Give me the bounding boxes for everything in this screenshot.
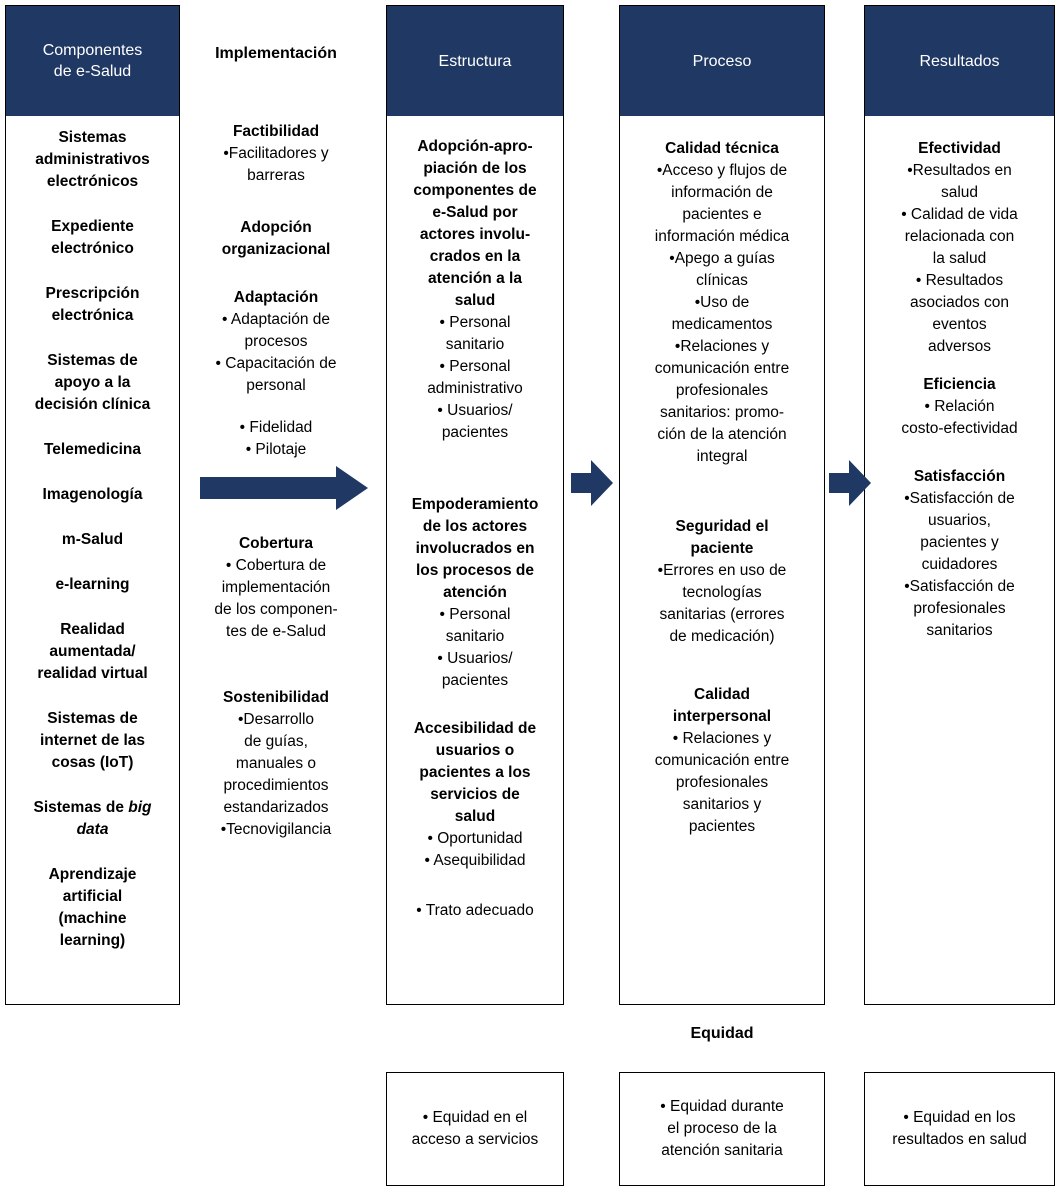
section-efectividad-heading: Efectividad [918, 140, 1001, 157]
section-eficiencia [871, 374, 1048, 440]
section-accesibilidad [393, 718, 557, 872]
right-arrow-icon [571, 460, 613, 506]
bullet-item: • Resultados asociados con eventos adversos [909, 272, 1010, 355]
bullet-item: • Personal sanitario [439, 314, 511, 353]
bullet-item: •Acceso y flujos de información de pacientes e información médica [654, 162, 790, 245]
column-componentes [5, 5, 180, 1005]
bullet-item: •Facilitadores y barreras [223, 145, 329, 184]
component-item-big-data-italic: big data [76, 799, 152, 838]
equity-box-resultados: • Equidad en los resultados en salud [864, 1072, 1055, 1186]
bullet-item: • Trato adecuado [416, 902, 534, 919]
column-estructura-title: Estructura [438, 52, 512, 70]
right-arrow-icon [200, 466, 368, 510]
component-item-sistemas-administrativos: Sistemas administrativos electrónicos [35, 129, 150, 190]
section-adopcion-apropiacion-heading: Adopción-apro- piación de los componentes de e-Salud por actores involu- crados en la atención a la salud [413, 138, 537, 309]
column-resultados [864, 5, 1055, 1005]
column-proceso-title: Proceso [692, 52, 752, 70]
section-calidad-interpersonal [626, 684, 818, 838]
section-calidad-tecnica-heading: Calidad técnica [665, 140, 779, 157]
column-estructura [386, 5, 564, 1005]
bullet-item: • Capacitación de personal [215, 355, 337, 394]
column-estructura-header [387, 6, 563, 116]
bullet-item: •Satisfacción de usuarios, pacientes y cuidadores [904, 490, 1015, 573]
section-trato-adecuado [393, 900, 557, 922]
right-arrow-icon [829, 460, 871, 506]
bullet-item: •Relaciones y comunicación entre profesionales sanitarios: promo- ción de la atención integral [654, 338, 790, 465]
bullet-item: • Oportunidad [427, 830, 523, 847]
section-sostenibilidad-heading: Sostenibilidad [223, 689, 329, 706]
component-item-expediente: Expediente electrónico [51, 218, 134, 257]
bullet-item: •Satisfacción de profesionales sanitarios [904, 578, 1015, 639]
component-item-e-learning: e-learning [55, 576, 130, 593]
section-seguridad-paciente-heading: Seguridad el paciente [675, 518, 769, 557]
component-item-imagenologia: Imagenología [42, 486, 143, 503]
component-item-big-data [12, 797, 173, 841]
equity-box-estructura: • Equidad en el acceso a servicios [386, 1072, 564, 1186]
section-eficiencia-heading: Eficiencia [923, 376, 996, 393]
column-proceso [619, 5, 825, 1005]
column-implementacion-title: Implementación [215, 45, 337, 62]
bullet-item: • Adaptación de procesos [222, 311, 330, 350]
column-componentes-header [6, 6, 179, 116]
bullet-item: •Errores en uso de tecnologías sanitarias (errores de medicación) [657, 562, 787, 645]
bullet-item: • Usuarios/ pacientes [437, 402, 513, 441]
bullet-item: • Asequibilidad [424, 852, 526, 869]
column-componentes-body [6, 116, 179, 952]
column-resultados-header [865, 6, 1054, 116]
section-satisfaccion-heading: Satisfacción [913, 468, 1006, 485]
bullet-item: • Pilotaje [245, 441, 307, 458]
bullet-item: • Usuarios/ pacientes [437, 650, 513, 689]
section-empoderamiento [393, 494, 557, 692]
bullet-item: •Apego a guías clínicas [669, 250, 775, 289]
bullet-item: • Personal sanitario [439, 606, 511, 645]
column-resultados-title: Resultados [919, 52, 1000, 70]
section-calidad-interpersonal-heading: Calidad interpersonal [672, 686, 772, 725]
section-fidelidad-pilotaje [199, 417, 353, 461]
section-empoderamiento-heading: Empoderamiento de los actores involucrados en los procesos de atención [411, 496, 539, 601]
section-factibilidad-heading: Factibilidad [232, 123, 320, 140]
bullet-item: • Personal administrativo [427, 358, 523, 397]
bullet-item: •Tecnovigilancia [220, 821, 332, 838]
column-estructura-body [387, 116, 563, 922]
column-resultados-body [865, 116, 1054, 642]
section-adaptacion [199, 287, 353, 397]
component-item-apoyo-decision: Sistemas de apoyo a la decisión clínica [34, 352, 151, 413]
bullet-item: •Uso de medicamentos [671, 294, 773, 333]
equity-label: Equidad [690, 1025, 754, 1042]
component-item-machine-learning: Aprendizaje artificial (machine learning) [48, 866, 137, 949]
bullet-item: • Fidelidad [239, 419, 313, 436]
bullet-item: • Relaciones y comunicación entre profesionales sanitarios y pacientes [654, 730, 790, 835]
component-item-prescripcion: Prescripción electrónica [45, 285, 140, 324]
bullet-item: • Calidad de vida relacionada con la salud [901, 206, 1018, 267]
section-adopcion-organizacional-heading: Adopción organizacional [221, 219, 331, 258]
bullet-item: •Desarrollo de guías, manuales o procedimientos estandarizados [223, 711, 329, 816]
arrow-proceso-to-resultados [829, 460, 871, 506]
section-seguridad-paciente [626, 516, 818, 648]
equity-box-proceso: • Equidad durante el proceso de la atención sanitaria [619, 1072, 825, 1186]
section-cobertura-heading: Cobertura [238, 535, 314, 552]
component-item-big-data-prefix: Sistemas de [33, 799, 129, 816]
column-proceso-header [620, 6, 824, 116]
section-adaptacion-heading: Adaptación [233, 289, 319, 306]
column-componentes-title: Componentes de e-Salud [42, 42, 143, 80]
section-calidad-tecnica [626, 138, 818, 468]
section-factibilidad [199, 121, 353, 187]
section-satisfaccion [871, 466, 1048, 642]
bullet-item: • Cobertura de implementación de los componen- tes de e-Salud [214, 557, 338, 640]
component-item-m-salud: m-Salud [61, 531, 124, 548]
column-implementacion [193, 5, 359, 841]
component-item-realidad-aumentada: Realidad aumentada/ realidad virtual [37, 621, 148, 682]
section-cobertura [199, 533, 353, 643]
section-adopcion-organizacional [199, 217, 353, 261]
arrow-implementacion-to-estructura [200, 466, 368, 510]
bullet-item: •Resultados en salud [907, 162, 1012, 201]
bullet-item: • Relación costo-efectividad [901, 398, 1018, 437]
component-item-telemedicina: Telemedicina [43, 441, 142, 458]
component-item-iot: Sistemas de internet de las cosas (IoT) [39, 710, 146, 771]
section-accesibilidad-heading: Accesibilidad de usuarios o pacientes a los servicios de salud [413, 720, 537, 825]
column-proceso-body [620, 116, 824, 838]
section-adopcion-apropiacion [393, 136, 557, 444]
section-sostenibilidad [199, 687, 353, 841]
arrow-estructura-to-proceso [571, 460, 613, 506]
section-efectividad [871, 138, 1048, 358]
